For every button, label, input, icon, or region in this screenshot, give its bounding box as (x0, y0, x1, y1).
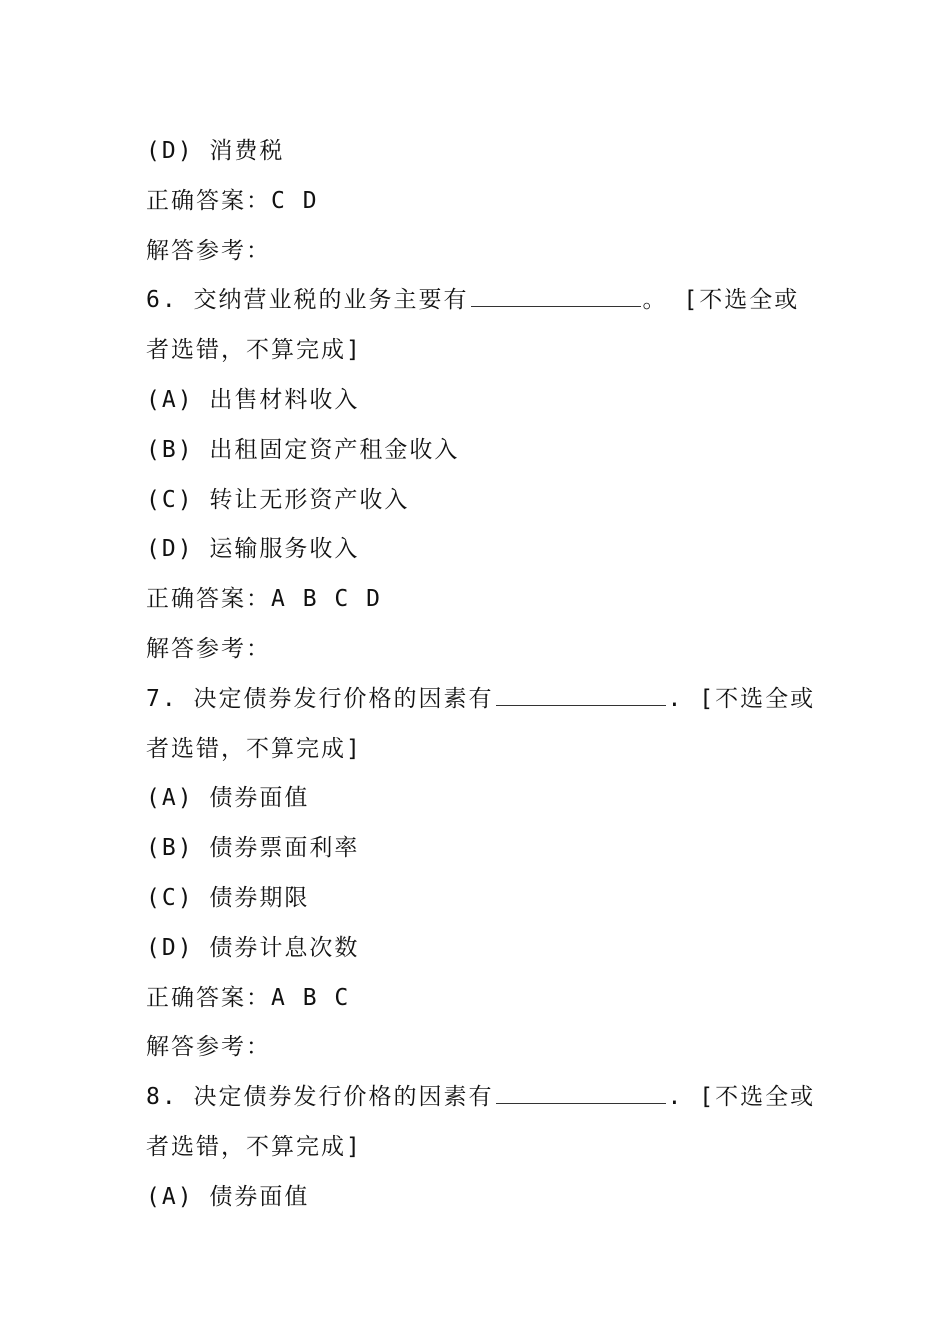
option-d-consumption-tax: (D) 消费税 (146, 138, 285, 164)
question-8-option-a: (A) 债券面值 (146, 1183, 310, 1210)
question-7-explanation: 解答参考： (146, 1034, 271, 1061)
question-7: 7. 决定债券发行价格的因素有 . [不选全或 (146, 675, 816, 725)
explanation-label: 解答参考： (146, 237, 271, 264)
question-6-option-b: (B) 出租固定资产租金收入 (146, 436, 460, 463)
question-6: 6. 交纳营业税的业务主要有 。 [不选全或 (146, 276, 816, 326)
question-8-continuation: 者选错，不算完成] (146, 1133, 362, 1160)
answer-blank (471, 280, 641, 307)
question-7-option-c: (C) 债券期限 (146, 884, 310, 911)
question-7-continuation: 者选错，不算完成] (146, 735, 362, 762)
question-8: 8. 决定债券发行价格的因素有 . [不选全或 (146, 1073, 816, 1123)
document-page (146, 127, 816, 1223)
question-6-option-d: (D) 运输服务收入 (146, 536, 360, 563)
question-6-option-c: (C) 转让无形资产收入 (146, 486, 410, 513)
answer-line: 正确答案：C D (146, 187, 319, 214)
question-6-explanation: 解答参考： (146, 635, 271, 662)
question-7-option-d: (D) 债券计息次数 (146, 934, 360, 961)
answer-blank (496, 679, 666, 706)
question-6-option-a: (A) 出售材料收入 (146, 386, 360, 413)
question-7-option-a: (A) 债券面值 (146, 785, 310, 812)
question-7-answer: 正确答案：A B C (146, 984, 351, 1011)
question-6-answer: 正确答案：A B C D (146, 586, 382, 613)
answer-blank (496, 1077, 666, 1104)
question-7-option-b: (B) 债券票面利率 (146, 835, 360, 862)
question-6-continuation: 者选错，不算完成] (146, 337, 362, 364)
